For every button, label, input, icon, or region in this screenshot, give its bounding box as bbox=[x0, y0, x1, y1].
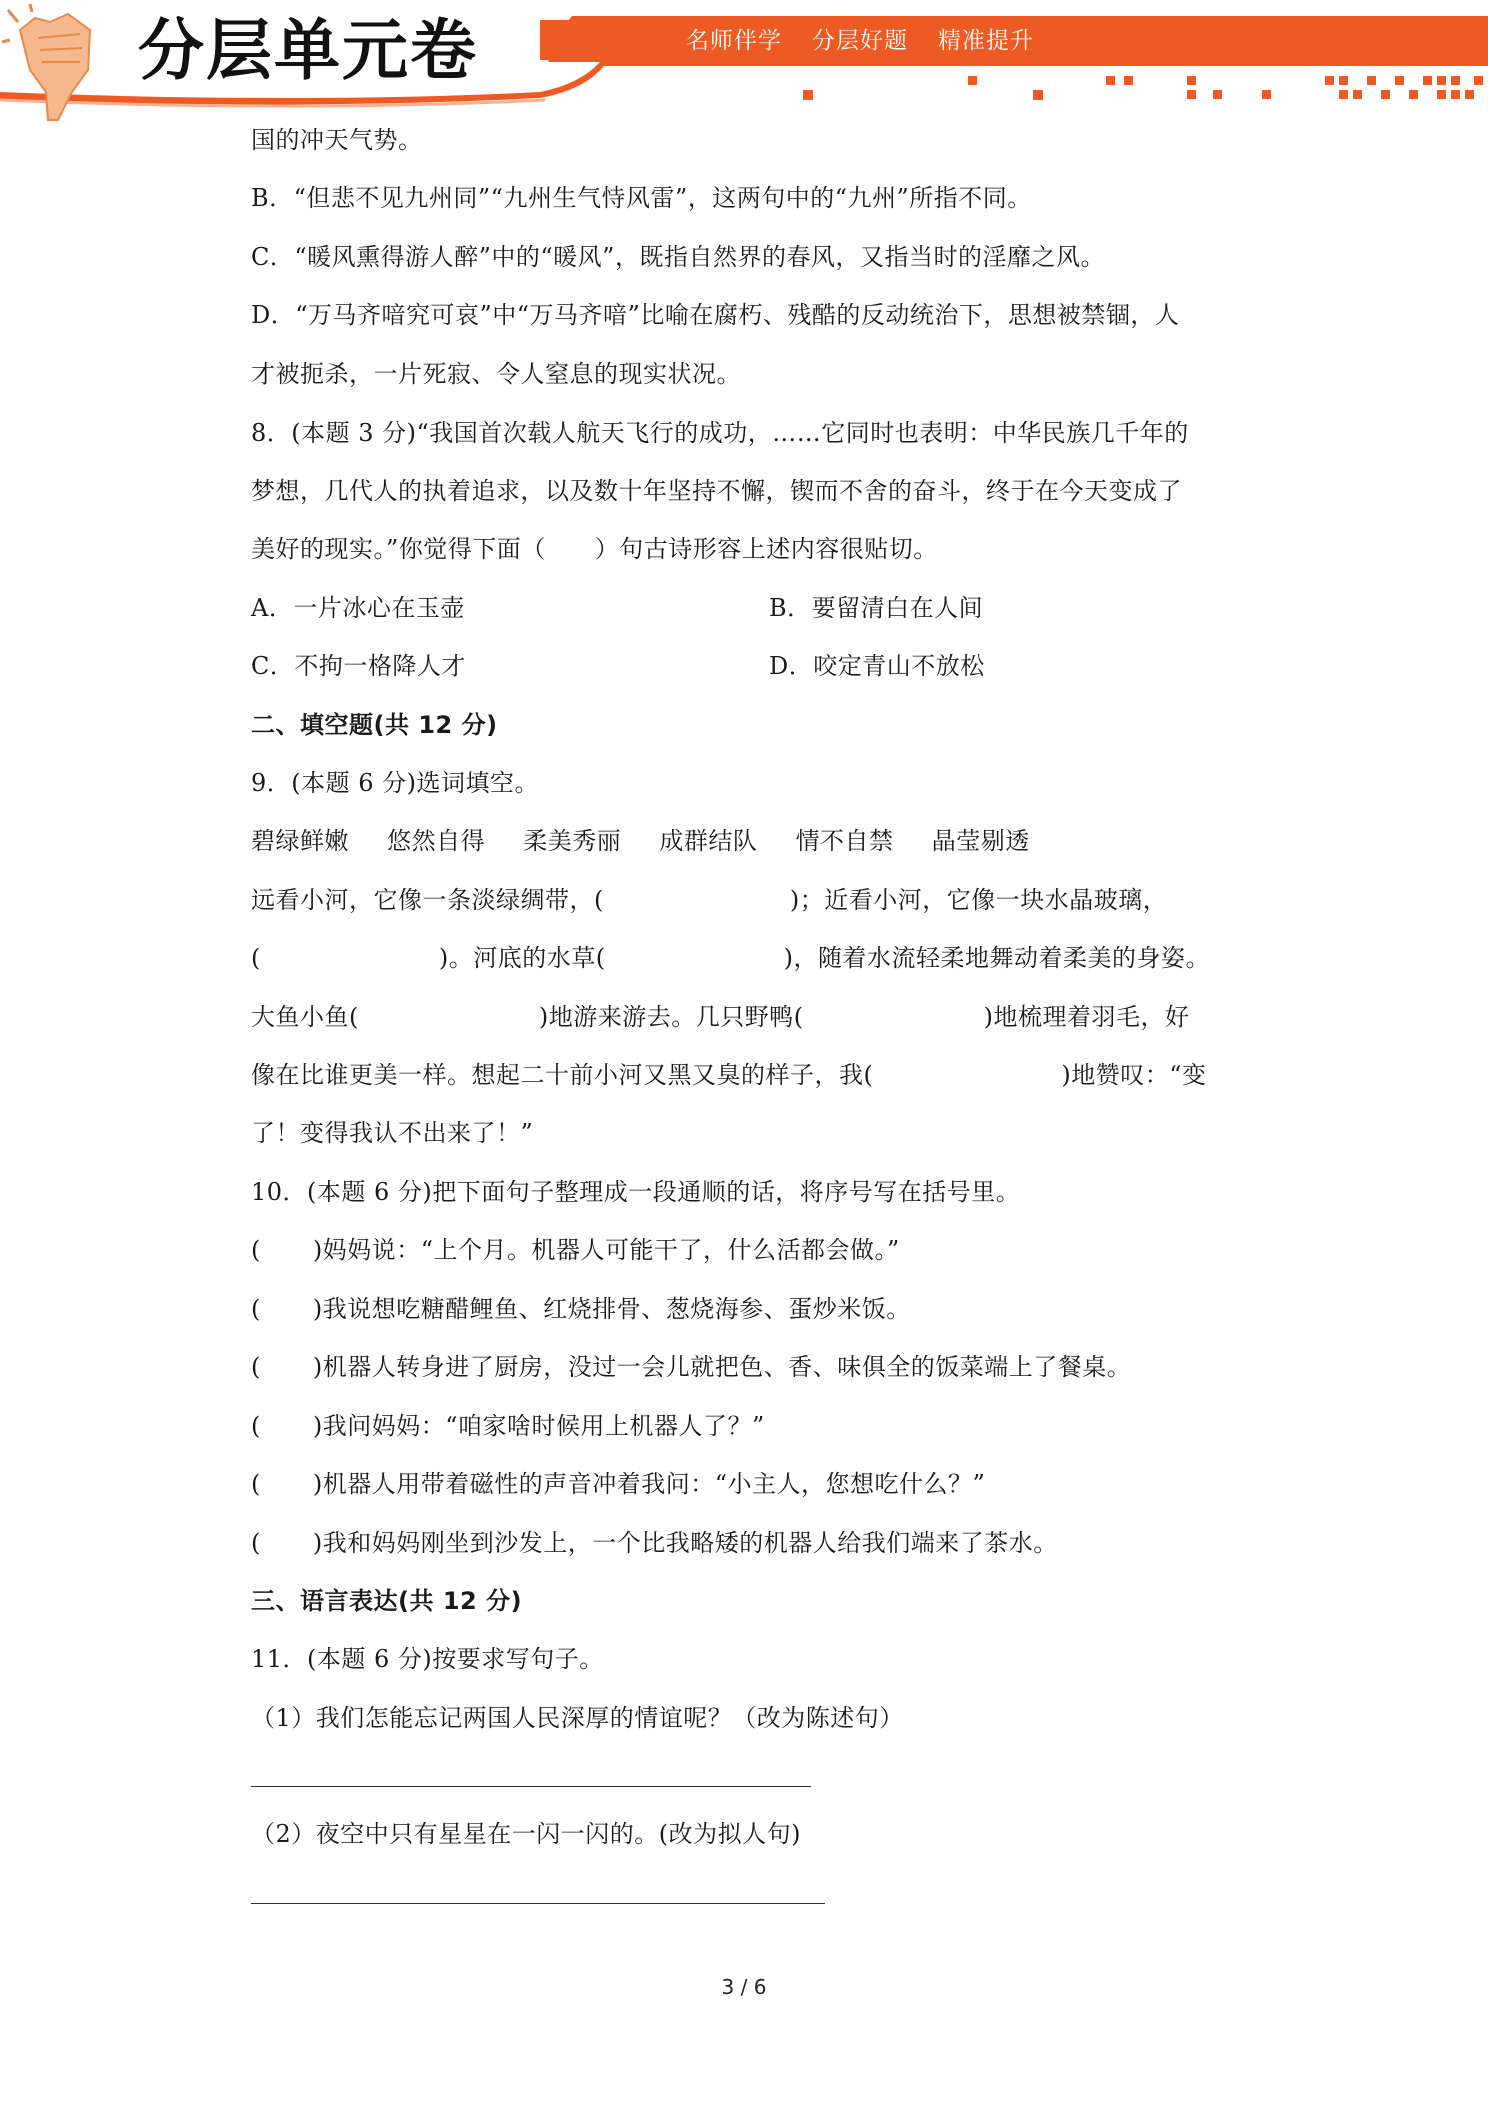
q9-paragraph-line-4 bbox=[251, 1058, 1207, 1092]
q11-part-1: （1）我们怎能忘记两国人民深厚的情谊呢？（改为陈述句） bbox=[251, 1704, 904, 1732]
slogan-3: 精准提升 bbox=[938, 28, 1034, 54]
q8-option-a: A．一片冰心在玉壶 bbox=[251, 594, 465, 622]
option-c: C．“暖风熏得游人醉”中的“暖风”，既指自然界的春风，又指当时的淫靡之风。 bbox=[251, 243, 1105, 271]
q10-bracket: ( bbox=[251, 1295, 261, 1323]
slogan-1: 名师伴学 bbox=[686, 28, 782, 54]
word-bank bbox=[251, 824, 1030, 858]
q10-item-text: )我和妈妈刚坐到沙发上，一个比我略矮的机器人给我们端来了茶水。 bbox=[312, 1529, 1058, 1557]
q10-bracket: ( bbox=[251, 1236, 261, 1264]
word-4: 成群结队 bbox=[659, 827, 758, 855]
option-b: B．“但悲不见九州同”“九州生气恃风雷”，这两句中的“九州”所指不同。 bbox=[251, 184, 1032, 212]
slogan-2: 分层好题 bbox=[812, 28, 908, 54]
header-slogans bbox=[686, 22, 1034, 60]
question-8-line-3: 美好的现实。”你觉得下面（ ）句古诗形容上述内容很贴切。 bbox=[251, 535, 938, 563]
section-3-heading: 三、语言表达(共 12 分) bbox=[251, 1587, 523, 1615]
q10-item-text: )机器人用带着磁性的声音冲着我问：“小主人，您想吃什么？” bbox=[312, 1470, 986, 1498]
word-3: 柔美秀丽 bbox=[523, 827, 622, 855]
brand-title: 分层单元卷 bbox=[138, 12, 478, 89]
word-2: 悠然自得 bbox=[387, 827, 486, 855]
page-header bbox=[0, 0, 1488, 125]
q9-text: 远看小河，它像一条淡绿绸带，( bbox=[251, 886, 604, 914]
q9-text: )地游来游去。几只野鸭( bbox=[538, 1003, 804, 1031]
q9-paragraph-line-2 bbox=[251, 941, 1210, 975]
q9-text: 大鱼小鱼( bbox=[251, 1003, 359, 1031]
q10-item-4 bbox=[251, 1409, 765, 1443]
q9-text: )；近看小河，它像一块水晶玻璃， bbox=[789, 886, 1168, 914]
q10-bracket: ( bbox=[251, 1529, 261, 1557]
q10-item-3 bbox=[251, 1350, 1131, 1384]
q10-item-2 bbox=[251, 1292, 911, 1326]
q9-text: )地梳理着羽毛，好 bbox=[983, 1003, 1190, 1031]
q9-paragraph-line-5: 了！变得我认不出来了！” bbox=[251, 1119, 534, 1147]
q10-item-text: )我问妈妈：“咱家啥时候用上机器人了？” bbox=[312, 1412, 765, 1440]
q9-text: )。河底的水草( bbox=[438, 944, 606, 972]
question-8-line-2: 梦想，几代人的执着追求，以及数十年坚持不懈，锲而不舍的奋斗，终于在今天变成了 bbox=[251, 477, 1182, 505]
q9-text: ( bbox=[251, 944, 261, 972]
q9-text: )，随着水流轻柔地舞动着柔美的身姿。 bbox=[783, 944, 1210, 972]
question-8-line-1: 8．(本题 3 分)“我国首次载人航天飞行的成功，……它同时也表明：中华民族几千年的 bbox=[251, 419, 1189, 447]
q10-item-text: )妈妈说：“上个月。机器人可能干了，什么活都会做。” bbox=[312, 1236, 900, 1264]
q11-answer-line-2[interactable] bbox=[251, 1903, 825, 1904]
q8-option-c: C．不拘一格降人才 bbox=[251, 652, 466, 680]
q10-bracket: ( bbox=[251, 1412, 261, 1440]
q10-item-1 bbox=[251, 1233, 900, 1267]
q10-item-6 bbox=[251, 1526, 1058, 1560]
q9-text: )地赞叹：“变 bbox=[1061, 1061, 1207, 1089]
word-5: 情不自禁 bbox=[795, 827, 894, 855]
q10-item-text: )我说想吃糖醋鲤鱼、红烧排骨、葱烧海参、蛋炒米饭。 bbox=[312, 1295, 911, 1323]
q10-item-5 bbox=[251, 1467, 985, 1501]
option-d-continued: 才被扼杀，一片死寂、令人窒息的现实状况。 bbox=[251, 360, 741, 388]
q10-bracket: ( bbox=[251, 1353, 261, 1381]
word-1: 碧绿鲜嫩 bbox=[251, 827, 349, 855]
q8-option-b: B．要留清白在人间 bbox=[769, 594, 984, 622]
q11-part-2: （2）夜空中只有星星在一闪一闪的。(改为拟人句) bbox=[251, 1820, 801, 1848]
question-9: 9．(本题 6 分)选词填空。 bbox=[251, 769, 540, 797]
q9-paragraph-line-1 bbox=[251, 883, 1167, 917]
question-11: 11．(本题 6 分)按要求写句子。 bbox=[251, 1645, 604, 1673]
word-6: 晶莹剔透 bbox=[931, 827, 1030, 855]
question-10: 10．(本题 6 分)把下面句子整理成一段通顺的话，将序号写在括号里。 bbox=[251, 1178, 1021, 1206]
option-d: D．“万马齐喑究可哀”中“万马齐喑”比喻在腐朽、残酷的反动统治下，思想被禁锢，人 bbox=[251, 301, 1180, 329]
option-a-continued: 国的冲天气势。 bbox=[251, 126, 423, 154]
q10-bracket: ( bbox=[251, 1470, 261, 1498]
q10-item-text: )机器人转身进了厨房，没过一会儿就把色、香、味俱全的饭菜端上了餐桌。 bbox=[312, 1353, 1132, 1381]
section-2-heading: 二、填空题(共 12 分) bbox=[251, 711, 498, 739]
q9-paragraph-line-3 bbox=[251, 1000, 1189, 1034]
q9-text: 像在比谁更美一样。想起二十前小河又黑又臭的样子，我( bbox=[251, 1061, 874, 1089]
q11-answer-line-1[interactable] bbox=[251, 1786, 811, 1787]
page-number: 3 / 6 bbox=[721, 1975, 767, 1999]
q8-option-d: D．咬定青山不放松 bbox=[769, 652, 985, 680]
